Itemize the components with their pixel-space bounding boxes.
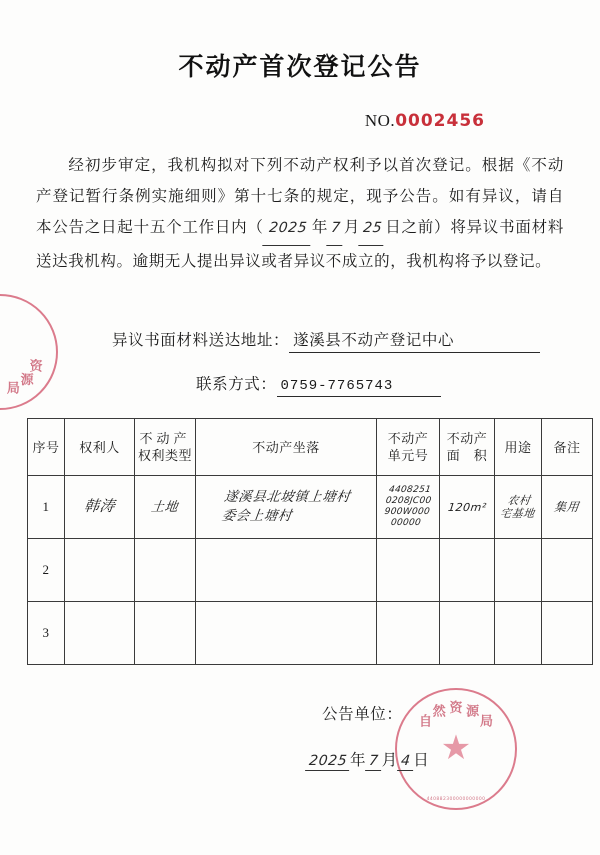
cell-area <box>440 476 495 539</box>
col-header-note-line1: 备注 <box>553 439 581 455</box>
partial-seal-char-0: 资 <box>29 358 43 374</box>
col-header-unit-no-line2: 单元号 <box>387 448 429 463</box>
cell-usage-value <box>499 494 537 520</box>
cell-unit-no-value <box>382 485 433 529</box>
col-header-area-line2: 面 积 <box>446 448 488 463</box>
col-header-index <box>28 419 65 476</box>
col-header-usage-line1: 用途 <box>504 439 532 455</box>
signature-month-value: 7 <box>365 753 382 771</box>
seal-char-1: 然 <box>432 703 446 719</box>
seal-code: 440882300000000000 <box>426 797 486 802</box>
serial-number-line <box>0 111 600 131</box>
cell-usage <box>495 602 542 665</box>
cell-unit-no <box>377 476 440 539</box>
delivery-address-line <box>112 328 540 353</box>
announcement-body <box>36 150 564 277</box>
cell-unit-line1: 4408251 <box>388 485 432 495</box>
contact-value: 0759-7765743 <box>277 378 441 397</box>
delivery-address-label: 异议书面材料送达地址： <box>112 332 290 349</box>
cell-location <box>196 602 377 665</box>
signature-block <box>308 702 430 771</box>
issuing-unit-label: 公告单位： <box>322 706 403 723</box>
cell-location <box>196 476 377 539</box>
col-header-owner-line1: 权利人 <box>79 439 120 455</box>
partial-seal <box>0 294 58 410</box>
cell-usage-line1: 农村 <box>506 493 532 507</box>
cell-unit-line3: 900W000 <box>384 507 431 517</box>
label-year: 年 <box>311 219 329 236</box>
contact-label: 联系方式： <box>196 376 277 393</box>
cell-index: 2 <box>28 539 65 602</box>
cell-unit-line4: 00000 <box>390 518 422 528</box>
registration-table <box>27 418 593 665</box>
signature-day-value: 4 <box>397 753 414 771</box>
seal-star-icon: ★ <box>440 730 472 767</box>
signature-date-line <box>306 748 429 771</box>
cell-location-line1: 遂溪县北坡镇上塘村 <box>223 489 352 505</box>
col-header-area-line1: 不动产 <box>446 431 488 446</box>
cell-note <box>542 476 593 539</box>
registration-table-wrapper <box>27 418 581 665</box>
cell-right-type <box>135 539 196 602</box>
serial-prefix: NO. <box>364 111 396 130</box>
table-body <box>28 476 593 665</box>
col-header-right-type <box>135 419 196 476</box>
partial-seal-char-1: 源 <box>20 372 34 388</box>
body-text-part2: 日之前）将异议书面材料送达我机构。逾期无人提出异议或者异议不成立的，我机构将予以登记。 <box>36 219 564 270</box>
cell-owner-value: 韩涛 <box>82 497 117 515</box>
col-header-unit-no-line1: 不动产 <box>387 431 429 446</box>
signature-label-year: 年 <box>350 752 367 769</box>
seal-char-2: 资 <box>449 700 463 715</box>
seal-char-3: 源 <box>466 703 480 719</box>
table-row <box>28 602 593 665</box>
cell-note-value: 集用 <box>553 500 581 514</box>
table-row <box>28 476 593 539</box>
cell-index: 1 <box>28 476 65 539</box>
deadline-month-value: 7 <box>326 213 345 246</box>
partial-seal-characters <box>0 296 56 408</box>
cell-right-type <box>135 476 196 539</box>
seal-char-4: 局 <box>479 713 493 729</box>
cell-note <box>542 539 593 602</box>
page-title: 不动产首次登记公告 <box>178 53 422 81</box>
col-header-note <box>542 419 593 476</box>
cell-location <box>196 539 377 602</box>
col-header-unit-no <box>377 419 440 476</box>
cell-unit-no <box>377 539 440 602</box>
body-text-part1: 经初步审定，我机构拟对下列不动产权利予以首次登记。根据《不动产登记暂行条例实施细则》第十七条的规定，现予公告。如有异议，请自本公告之日起十五个工作日内（ <box>36 157 564 236</box>
col-header-usage <box>495 419 542 476</box>
serial-number-value: 0002456 <box>395 111 485 131</box>
delivery-address-value: 遂溪县不动产登记中心 <box>289 328 540 353</box>
cell-location-line2: 委会上塘村 <box>220 508 293 524</box>
col-header-location-line1: 不动产坐落 <box>252 439 320 455</box>
cell-area-value: 120m² <box>446 501 488 514</box>
table-row <box>28 539 593 602</box>
deadline-year-value: 2025 <box>262 213 313 246</box>
cell-index: 3 <box>28 602 65 665</box>
col-header-index-line1: 序号 <box>32 439 60 455</box>
cell-usage <box>495 539 542 602</box>
cell-location-value <box>221 488 352 526</box>
cell-owner <box>65 476 135 539</box>
cell-unit-no <box>377 602 440 665</box>
col-header-right-type-line2: 权利类型 <box>137 448 192 463</box>
cell-note <box>542 602 593 665</box>
cell-right-type-value: 土地 <box>150 500 180 515</box>
contact-line <box>196 372 441 397</box>
cell-owner <box>65 602 135 665</box>
col-header-owner <box>65 419 135 476</box>
cell-usage <box>495 476 542 539</box>
table-header-row <box>28 419 593 476</box>
label-month: 月 <box>343 219 361 236</box>
col-header-right-type-line1: 不动产 <box>139 431 191 446</box>
signature-label-month: 月 <box>381 752 398 769</box>
signature-label-day: 日 <box>413 752 430 769</box>
seal-char-0: 自 <box>419 713 433 729</box>
cell-owner <box>65 539 135 602</box>
cell-area <box>440 539 495 602</box>
col-header-area <box>440 419 495 476</box>
cell-area <box>440 602 495 665</box>
partial-seal-char-2: 局 <box>6 380 20 396</box>
cell-usage-line2: 宅基地 <box>499 506 536 520</box>
cell-right-type <box>135 602 196 665</box>
signature-year-value: 2025 <box>305 753 351 771</box>
cell-unit-line2: 0208JC00 <box>385 496 433 506</box>
col-header-location <box>196 419 377 476</box>
deadline-day-value: 25 <box>358 213 386 246</box>
table-header <box>28 419 593 476</box>
